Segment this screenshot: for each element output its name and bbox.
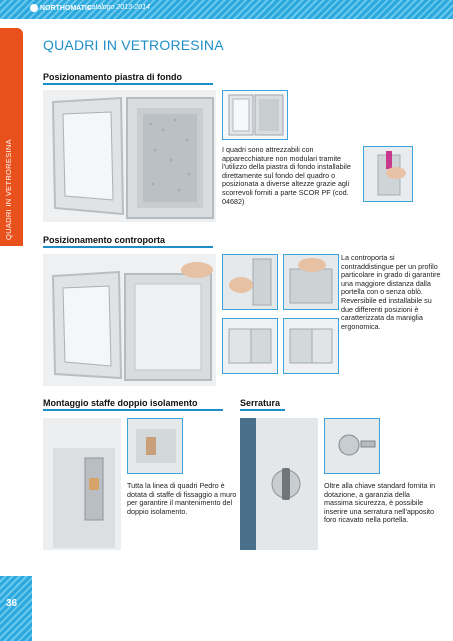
header-bar [0,0,453,19]
section-heading-piastra: Posizionamento piastra di fondo [43,72,182,82]
section-heading-serratura: Serratura [240,398,280,408]
photo-quadro-piastra [43,90,216,222]
section-heading-controporta: Posizionamento controporta [43,235,165,245]
page-title: QUADRI IN VETRORESINA [43,37,224,53]
section-heading-staffe: Montaggio staffe doppio isolamento [43,398,198,408]
photo-scorrevole [363,146,413,202]
catalog-label: catalogo 2013-2014 [88,4,150,11]
text-piastra: I quadri sono attrezzabili con apparecchiature non modulari tramite l'utilizzo della piastra di fondo installabile direttamente sul fondo del quadro o posizionata a diverse altezze grazie agli scorrevoli forniti a parte SCOR PF (cod. 04682) [222,145,351,206]
text-serratura: Oltre alla chiave standard fornita in dotazione, a garanzia della massima sicurezza, è possibile inserire una serratura nell'apposito foro ricavato nella portella. [324,481,436,525]
photo-controporta-3 [222,318,278,374]
page-number: 36 [6,598,18,609]
photo-quadro-piccolo [222,90,288,140]
photo-quadro-controporta [43,254,216,386]
text-staffe: Tutta la linea di quadri Pedro è dotata di staffe di fissaggio a muro per garantire il mantenimento del doppio isolamento. [127,481,237,516]
text-controporta: La controporta si contraddistingue per un profilo particolare in grado di garantire una maggiore distanza dalla portella con o senza oblò. Reversibile ed installabile su due differenti posizioni è caratterizzata da maniglia ergonomica. [341,253,441,331]
side-tab-label: QUADRI IN VETRORESINA [4,139,13,240]
photo-controporta-4 [283,318,339,374]
photo-serratura-portella [240,418,318,550]
photo-controporta-1 [222,254,278,310]
page-number-tab [0,576,32,641]
photo-serratura-chiave [324,418,380,474]
photo-staffa-muro [43,418,121,550]
photo-controporta-2 [283,254,339,310]
brand-logo: NORTHOMATIC [30,4,92,12]
photo-staffa-dettaglio [127,418,183,474]
